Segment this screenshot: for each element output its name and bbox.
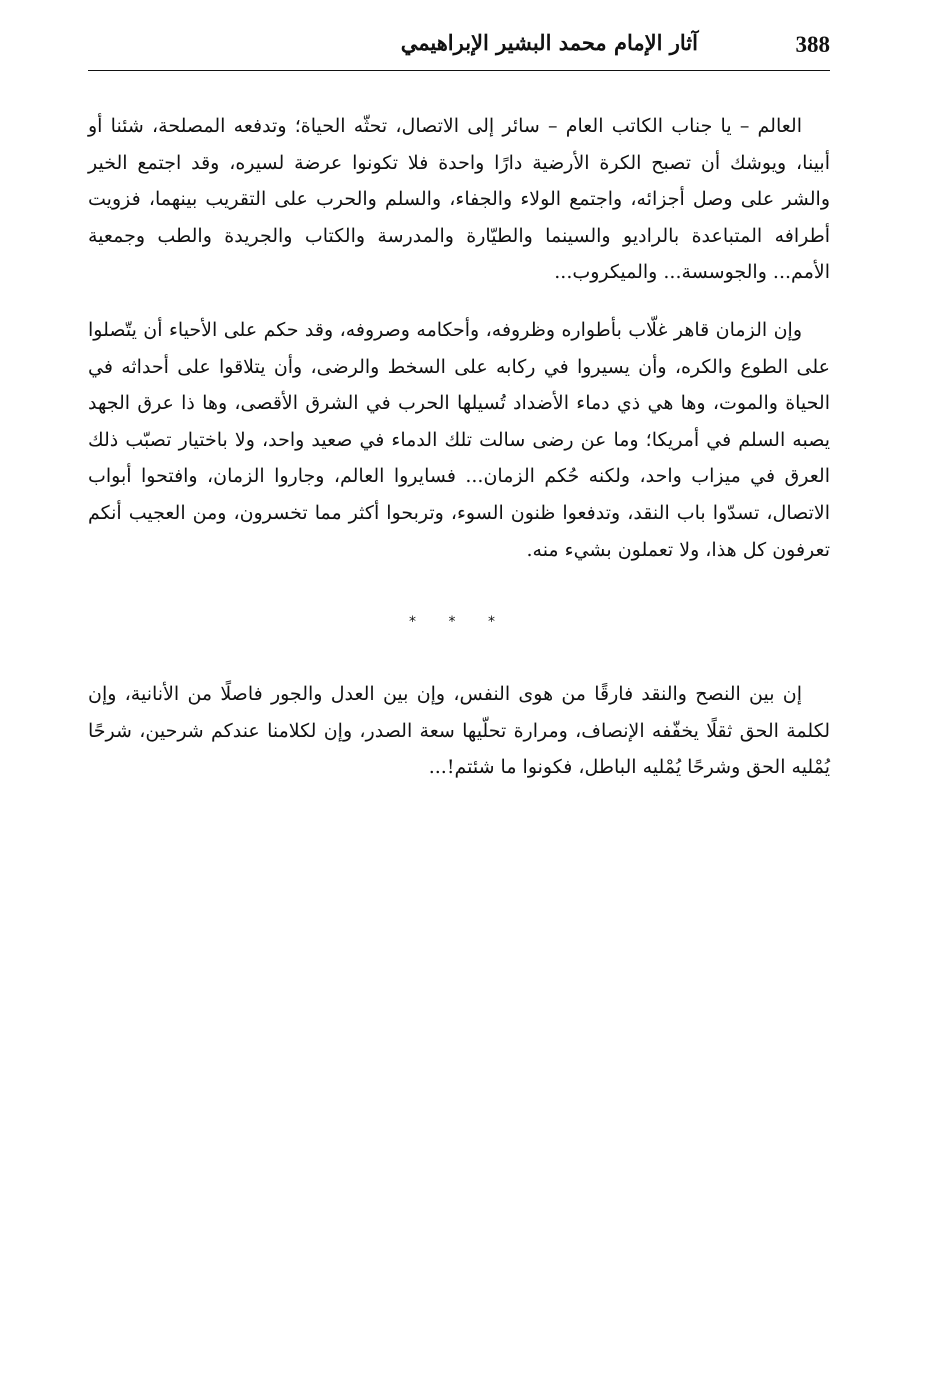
paragraph-text: إن بين النصح والنقد فارقًا من هوى النفس، وإن بين العدل والجور فاصلًا من الأنانية، وإن لكلمة الحق ثقلًا يخفّفه الإنصاف، ومرارة تحلّيها سعة الصدر، وإن لكلامنا عندكم شرحين، شرحًا يُمْليه الحق وشرحًا يُمْليه الباطل، فكونوا ما شئتم!... bbox=[88, 683, 830, 779]
section-separator: * * * bbox=[409, 614, 509, 630]
paragraph-text: العالم – يا جناب الكاتب العام – سائر إلى الاتصال، تحثّه الحياة؛ وتدفعه المصلحة، شئنا أو أبينا، ويوشك أن تصبح الكرة الأرضية دارًا واحدة فلا تكونوا عرضة لسيره، وقد اجتمع الخير والشر على وصل أجزائه، واجتمع الولاء والجفاء، والسلم والحرب على التقريب بينهما، فزويت أطرافه المتباعدة بالراديو والسينما والطيّارة والمدرسة والكتاب والجريدة والطب وجمعية الأمم... والجوسسة... والميكروب... bbox=[88, 115, 830, 284]
header-rule bbox=[88, 70, 830, 71]
body-paragraph-2 bbox=[88, 312, 830, 568]
body-paragraph-1 bbox=[88, 108, 830, 291]
page-number: 388 bbox=[795, 32, 830, 57]
paragraph-text: وإن الزمان قاهر غلّاب بأطواره وظروفه، وأحكامه وصروفه، وقد حكم على الأحياء أن يتّصلوا على الطوع والكره، وأن يسيروا في ركابه على السخط والرضى، وأن يتلاقوا على أحداثه في الحياة والموت، وها هي ذي دماء الأضداد تُسيلها الحرب في الشرق الأقصى، وها ذا عرق الجهد يصبه السلم في أمريكا؛ وما عن رضى سالت تلك الدماء في صعيد واحد، ولا باختيار تصبّب ذلك العرق في ميزاب واحد، ولكنه حُكم الزمان... فسايروا العالم، وجاروا الزمان، وافتحوا أبواب الاتصال، تسدّوا باب النقد، وتدفعوا ظنون السوء، وتربحوا أكثر مما تخسرون، ومن العجيب أنكم تعرفون كل هذا، ولا تعملون بشيء منه. bbox=[88, 319, 830, 561]
page-header bbox=[88, 28, 830, 72]
body-paragraph-3 bbox=[88, 676, 830, 786]
running-title: آثار الإمام محمد البشير الإبراهيمي bbox=[400, 30, 698, 55]
